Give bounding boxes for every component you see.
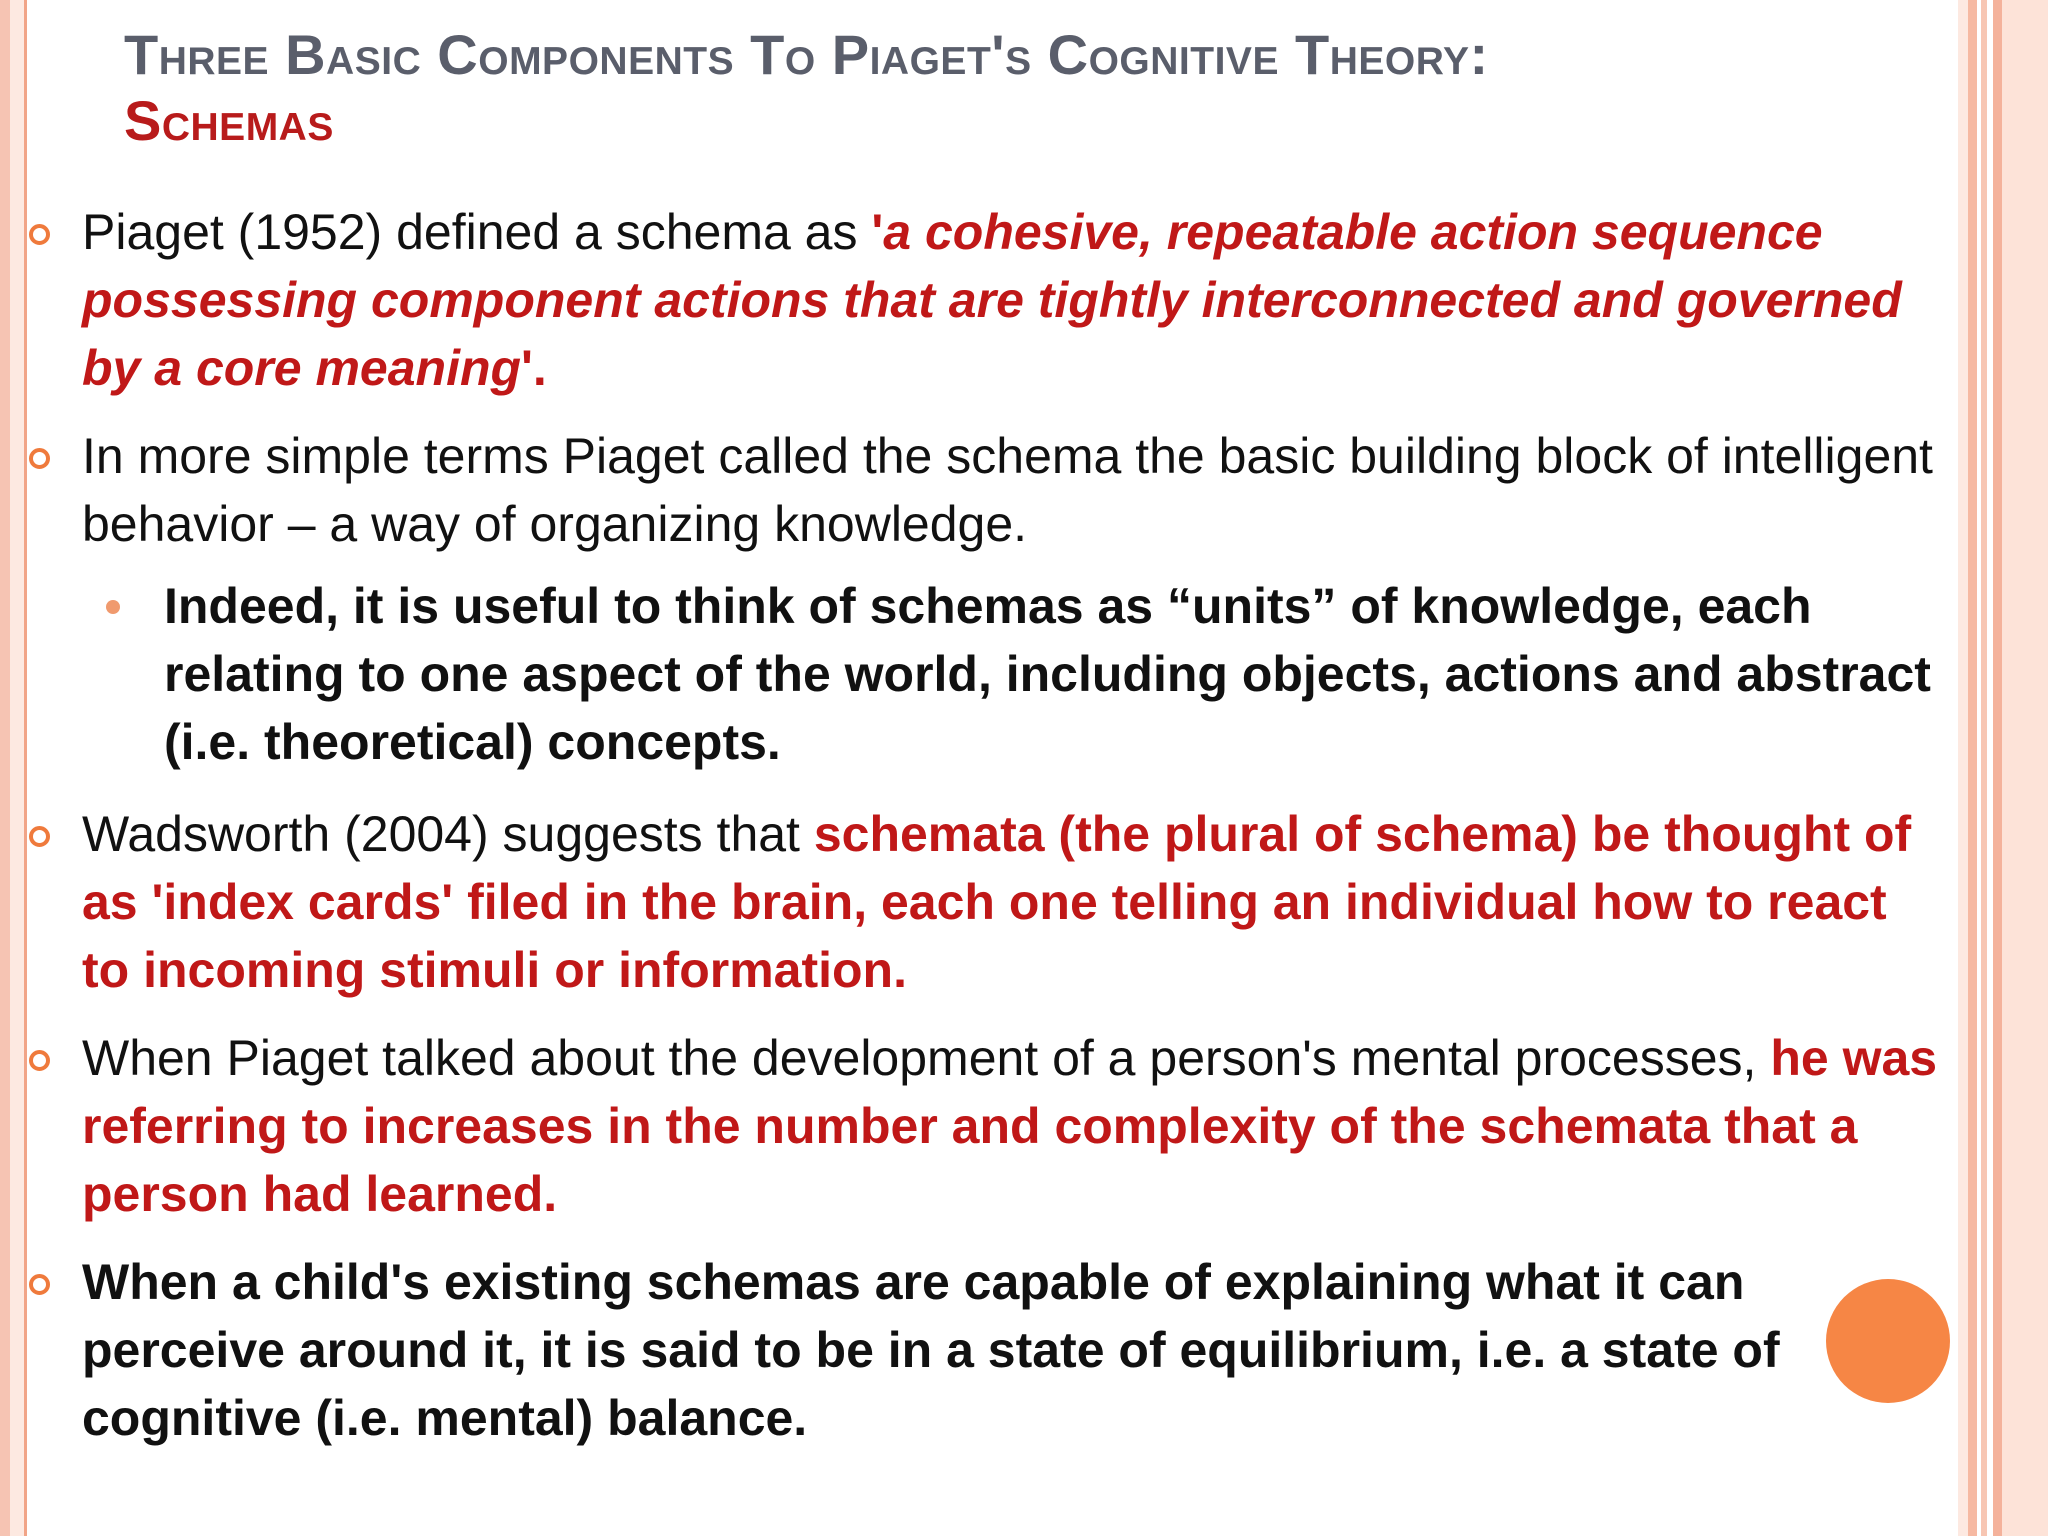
ring-bullet-icon [29, 826, 50, 847]
slide-title-line2: Schemas [124, 89, 334, 152]
quote-mark: '. [521, 340, 547, 396]
bullet-item-building-block [0, 422, 1940, 558]
bullet-item-wadsworth [0, 800, 1940, 1004]
ring-bullet-icon [29, 224, 50, 245]
sub-bullet-text: Indeed, it is useful to think of schemas as “units” of knowledge, each relating to one aspect of the world, including objects, actions and abstract (i.e. theoretical) concepts. [164, 578, 1931, 770]
bullet-emphasis: he was referring to increases in the number and complexity of the schemata that a person had learned. [82, 1030, 1938, 1222]
ring-bullet-icon [29, 1050, 50, 1071]
bullet-item-piaget-definition [0, 198, 1940, 402]
bullet-emphasis: a cohesive, repeatable action sequence possessing component actions that are tightly interconnected and governed by a core meaning [82, 204, 1902, 396]
bullet-text: Wadsworth (2004) suggests that [82, 806, 814, 862]
pointer-highlight-icon [1826, 1279, 1950, 1403]
quote-mark: ' [871, 204, 884, 260]
bullet-item-equilibrium [0, 1248, 1940, 1452]
bullet-text: When a child's existing schemas are capable of explaining what it can perceive around it, it is said to be in a state of equilibrium, i.e. a state of cognitive (i.e. mental) balance. [82, 1254, 1780, 1446]
sub-bullet-units-of-knowledge [0, 572, 1980, 776]
slide-content [0, 198, 2048, 1472]
slide-title-line1: Three Basic Components To Piaget's Cognitive Theory: [124, 23, 1489, 86]
bullet-text: When Piaget talked about the development of a person's mental processes, [82, 1030, 1771, 1086]
dot-bullet-icon [106, 600, 120, 614]
bullet-text: In more simple terms Piaget called the schema the basic building block of intelligent behavior – a way of organizing knowledge. [82, 428, 1933, 552]
bullet-text: Piaget (1952) defined a schema as [82, 204, 872, 260]
bullet-emphasis: schemata (the plural of schema) be thought of as 'index cards' filed in the brain, each one telling an individual how to react to incoming stimuli or information. [82, 806, 1912, 998]
ring-bullet-icon [29, 1274, 50, 1295]
bullet-item-mental-processes [0, 1024, 1940, 1228]
slide-title [124, 22, 1489, 154]
ring-bullet-icon [29, 448, 50, 469]
